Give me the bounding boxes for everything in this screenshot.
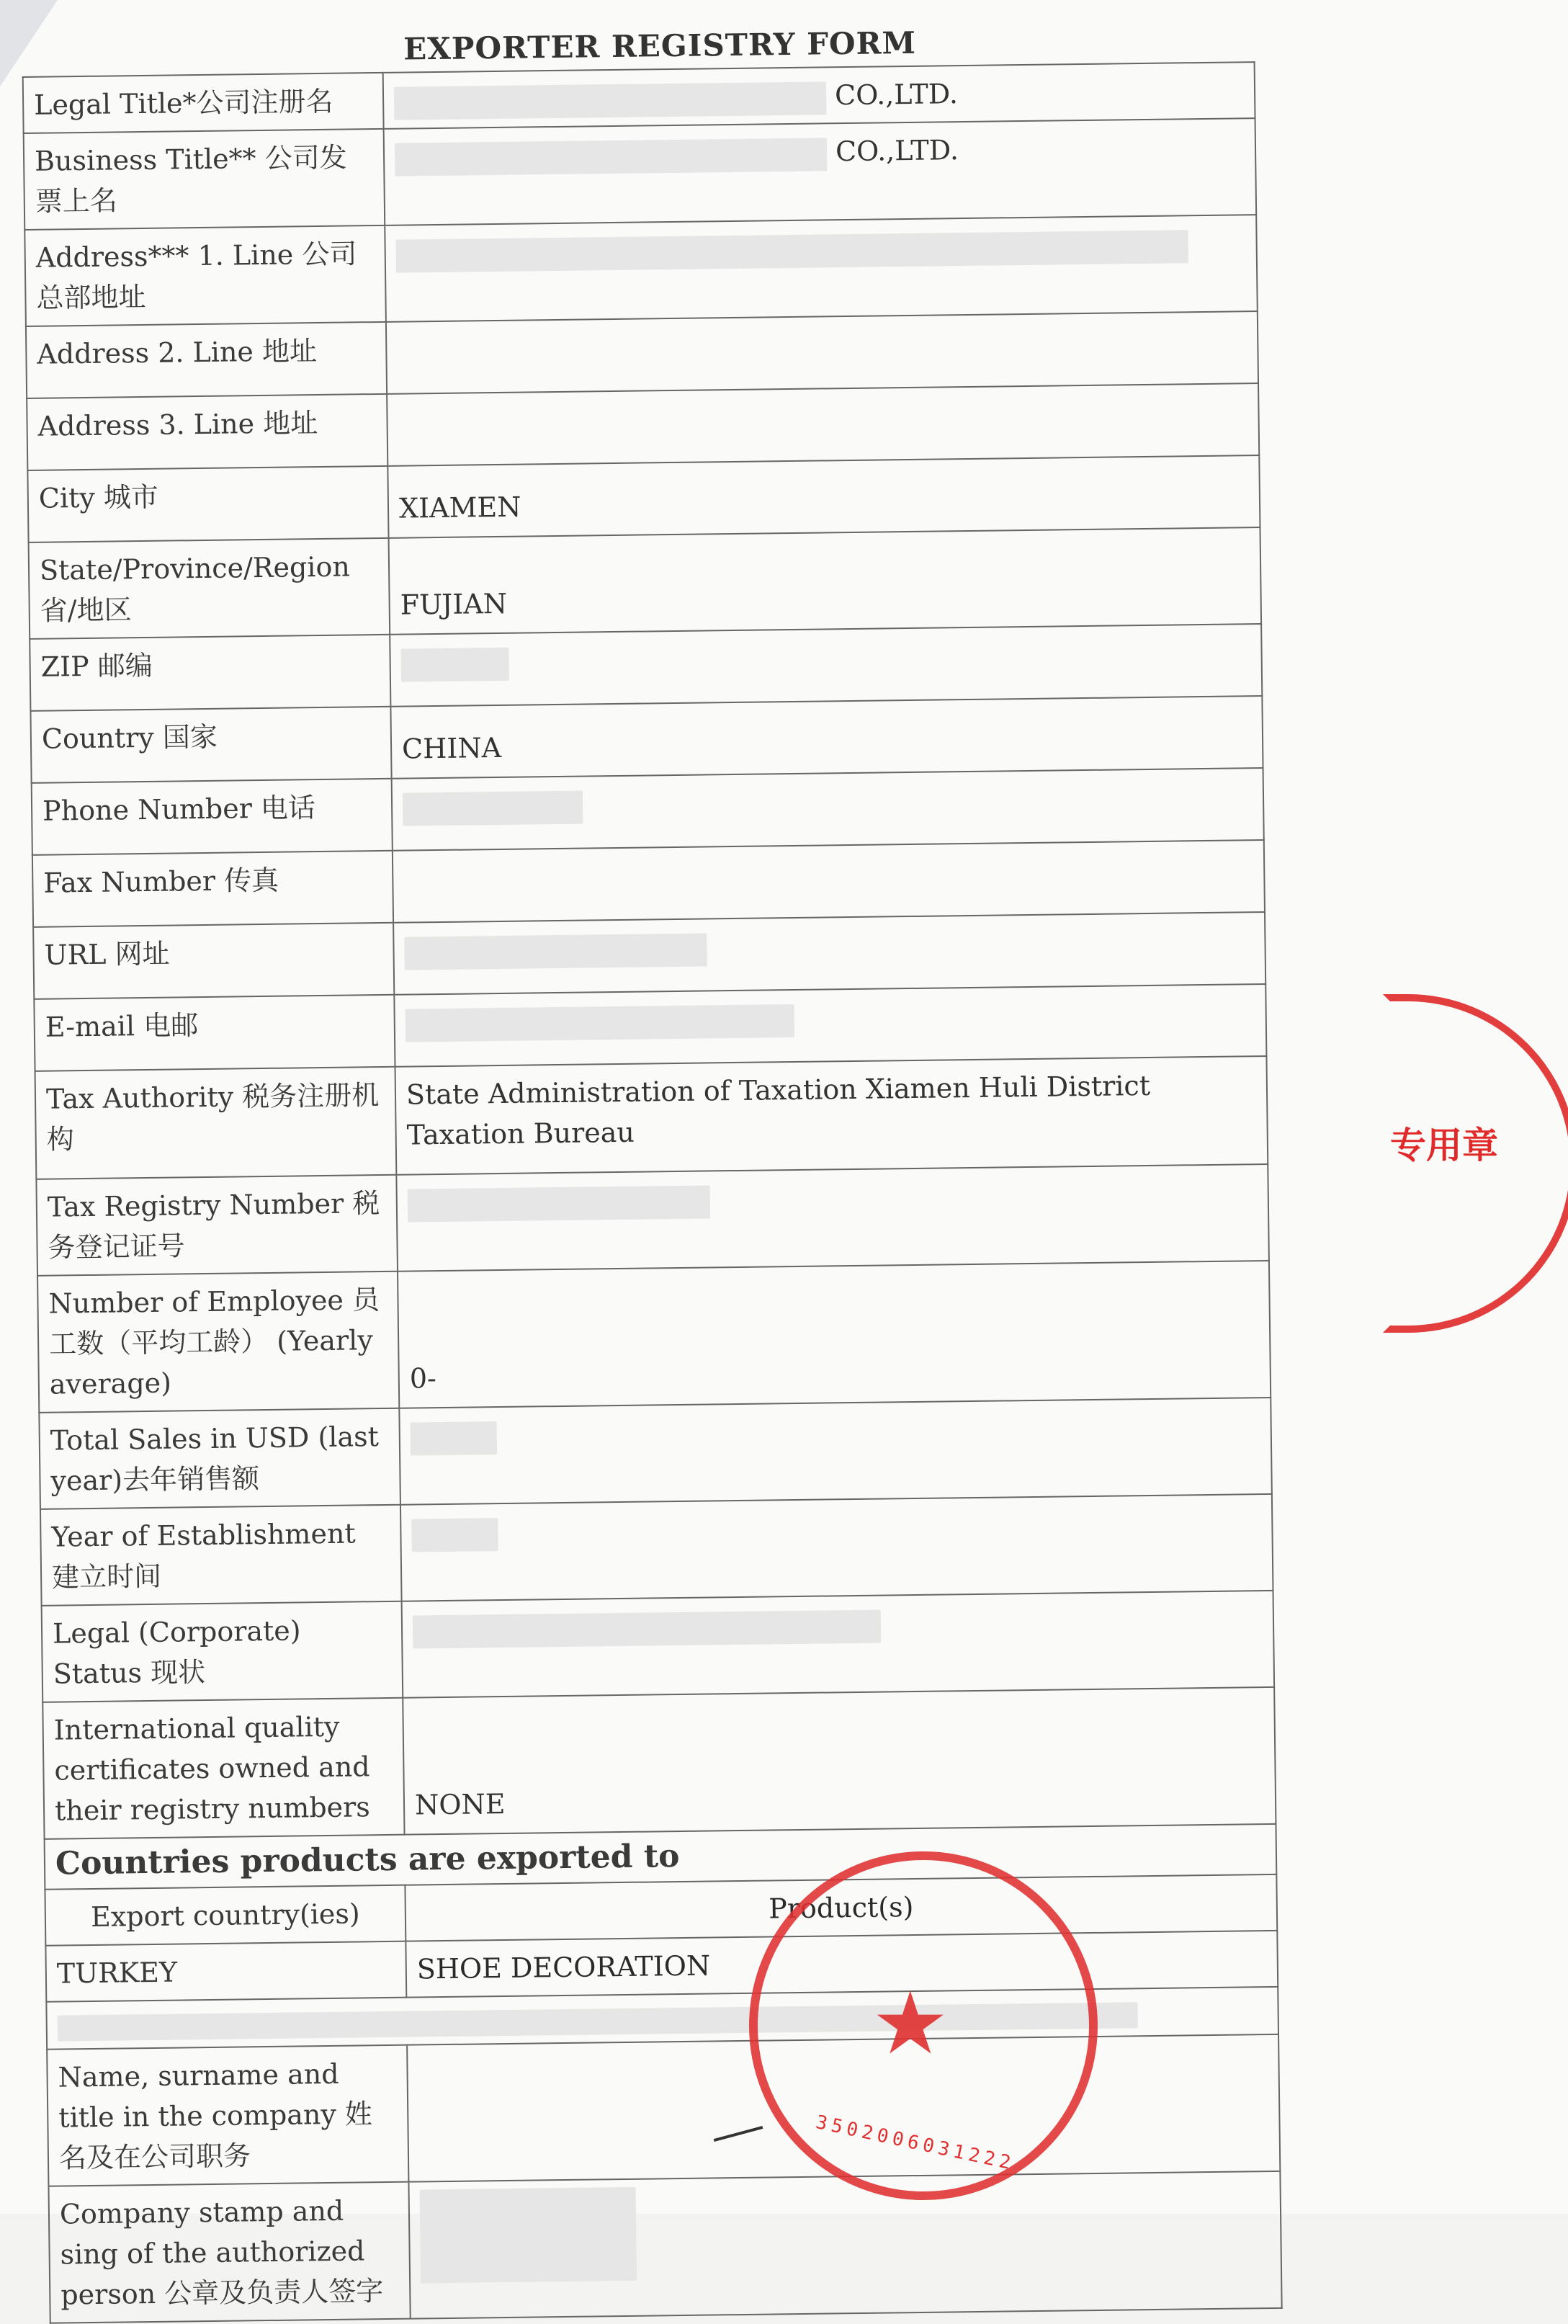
form-field-row xyxy=(24,215,1258,326)
form-field-row xyxy=(40,1494,1273,1606)
export-products-header: Product(s) xyxy=(405,1874,1277,1941)
form-field-row xyxy=(36,1164,1269,1276)
redaction-bar xyxy=(406,1004,795,1042)
field-value xyxy=(399,1398,1272,1505)
field-label: Country 国家 xyxy=(30,707,391,783)
field-value xyxy=(387,455,1260,538)
export-products: SHOE DECORATION xyxy=(406,1931,1278,1998)
form-title: EXPORTER REGISTRY FORM xyxy=(403,24,917,67)
field-value xyxy=(383,62,1255,129)
field-label: Tax Registry Number 税务登记证号 xyxy=(36,1175,398,1276)
field-value xyxy=(389,527,1262,635)
field-value xyxy=(393,840,1265,923)
redaction-bar xyxy=(404,933,707,970)
field-label: Total Sales in USD (last year)去年销售额 xyxy=(39,1408,400,1509)
form-field-row xyxy=(42,1591,1275,1702)
field-value-text: CHINA xyxy=(401,731,502,765)
field-value xyxy=(390,696,1263,779)
form-field-row xyxy=(35,1056,1268,1179)
redaction-bar xyxy=(408,1185,711,1222)
field-label: Number of Employee 员工数（平均工龄） (Yearly average) xyxy=(37,1272,399,1413)
field-value xyxy=(384,118,1257,225)
redaction-bar xyxy=(411,1518,498,1552)
seal-star-icon: ★ xyxy=(872,1974,949,2074)
form-field-row xyxy=(24,118,1257,230)
field-label: Legal (Corporate) Status 现状 xyxy=(42,1601,403,1702)
field-value xyxy=(400,1494,1273,1601)
field-value-text: State Administration of Taxation Xiamen Huli District Taxation Bureau xyxy=(406,1069,1151,1151)
field-label: Year of Establishment 建立时间 xyxy=(40,1505,402,1606)
registry-table xyxy=(22,61,1283,2324)
field-value-text: XIAMEN xyxy=(398,491,521,524)
field-label: E-mail 电邮 xyxy=(34,995,395,1071)
seal-code: 3502006031222 xyxy=(813,2111,1017,2175)
field-label: URL 网址 xyxy=(33,923,394,999)
field-value-text: CO.,LTD. xyxy=(834,78,959,112)
redaction-bar xyxy=(395,230,1188,272)
signatory-label: Company stamp and sing of the authorized person 公章及负责人签字 xyxy=(48,2182,410,2323)
form-field-row xyxy=(29,527,1262,639)
field-value-text: 0- xyxy=(409,1362,437,1395)
signatory-value xyxy=(408,2171,1281,2319)
field-label: Fax Number 传真 xyxy=(32,851,393,927)
field-value xyxy=(394,984,1266,1067)
field-value xyxy=(396,1164,1269,1272)
form-field-row xyxy=(39,1398,1272,1509)
field-label: Address 2. Line 地址 xyxy=(26,322,387,398)
signatory-row xyxy=(47,2034,1280,2186)
field-label: City 城市 xyxy=(27,466,388,542)
field-label: Business Title** 公司发票上名 xyxy=(24,129,385,230)
field-value xyxy=(386,311,1258,394)
field-value-text: CO.,LTD. xyxy=(835,134,959,168)
export-country-header: Export country(ies) xyxy=(45,1885,406,1946)
field-label: Address 3. Line 地址 xyxy=(27,394,387,470)
redaction-bar xyxy=(420,2187,637,2284)
field-label: State/Province/Region 省/地区 xyxy=(29,538,390,639)
field-value xyxy=(390,624,1262,707)
field-label: Phone Number 电话 xyxy=(32,779,393,855)
field-value xyxy=(395,1056,1268,1175)
signatory-label: Name, surname and title in the company 姓名及在公司职务 xyxy=(47,2045,408,2186)
export-section-heading: Countries products are exported to xyxy=(45,1824,1277,1890)
field-value-text: FUJIAN xyxy=(400,587,508,621)
field-value xyxy=(393,912,1265,995)
field-value xyxy=(385,215,1258,322)
form-field-row xyxy=(37,1261,1271,1413)
field-label: Legal Title*公司注册名 xyxy=(23,73,384,133)
redaction-bar xyxy=(413,1609,882,1648)
field-value xyxy=(387,383,1259,466)
signatory-row xyxy=(48,2171,1281,2323)
field-value xyxy=(402,1591,1275,1698)
field-label: International quality certificates owned and their registry numbers xyxy=(42,1698,404,1839)
redaction-bar xyxy=(400,647,509,681)
field-label: Address*** 1. Line 公司总部地址 xyxy=(24,225,386,326)
field-label: Tax Authority 税务注册机构 xyxy=(35,1067,397,1179)
redaction-bar xyxy=(395,138,828,176)
field-value xyxy=(398,1261,1271,1408)
page-corner-fold xyxy=(0,0,58,86)
field-value-text: NONE xyxy=(414,1787,506,1821)
field-value xyxy=(392,768,1264,851)
side-seal-text: 专用章 xyxy=(1390,1125,1498,1166)
redaction-bar xyxy=(403,790,583,826)
redaction-bar xyxy=(411,1421,498,1455)
field-value xyxy=(403,1687,1276,1835)
field-label: ZIP 邮编 xyxy=(30,635,390,711)
form-field-row xyxy=(42,1687,1276,1839)
export-country: TURKEY xyxy=(45,1941,406,2002)
redaction-bar xyxy=(394,81,827,120)
